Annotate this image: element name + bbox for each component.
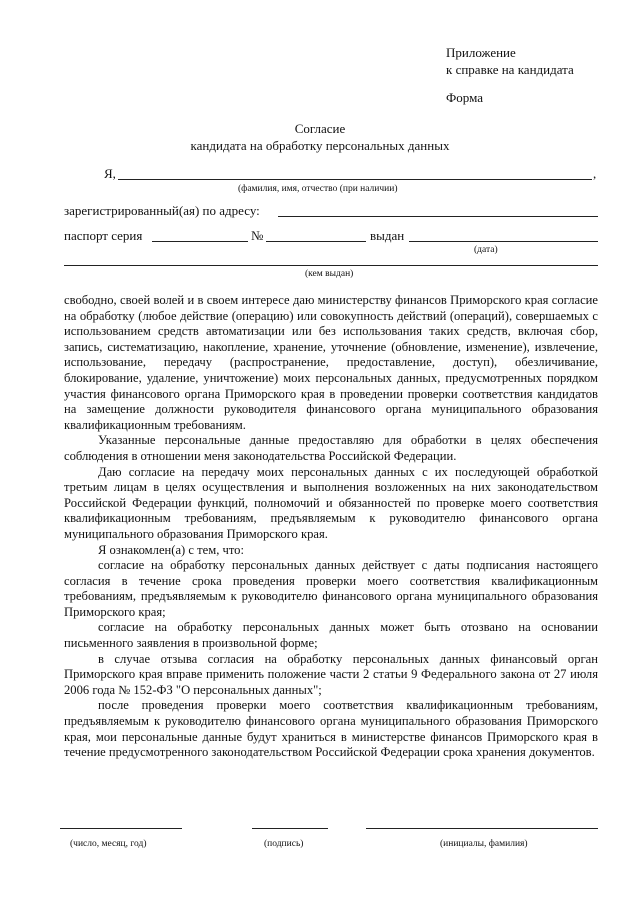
passport-number-field[interactable] bbox=[266, 241, 366, 242]
body-paragraph-2: Указанные персональные данные предоставляю для обработки в целях обеспечения соблюдения в отношении меня законодательства Российской Федерации. bbox=[64, 433, 598, 463]
body-paragraph-3: Даю согласие на передачу моих персональных данных с их последующей обработкой третьим лицам в целях осуществления и выполнения возложенных на них законодательством Российской Федерации функций, полномочий и обязанностей по проверке моего соответствия квалификационным требованиям, предъявляемым к руководителю финансового органа муниципального образования Приморского края. bbox=[64, 464, 598, 541]
i-prefix: Я, bbox=[104, 166, 116, 181]
body-paragraph-8: после проведения проверки моего соответствия квалификационным требованиям, предъявляемым к руководителю финансового органа муниципального образования Приморского края, мои персональные данные будут храниться в министерстве финансов Приморского края в течение предусмотренного законодательством Российской Федерации срока хранения документов. bbox=[64, 698, 598, 760]
issued-label: выдан bbox=[370, 228, 405, 243]
body-paragraph-6: согласие на обработку персональных данных может быть отозвано на основании письменного заявления в произвольной форме; bbox=[64, 620, 598, 651]
date-caption: (дата) bbox=[474, 245, 498, 255]
form-label: Форма bbox=[446, 90, 483, 105]
full-name-caption: (фамилия, имя, отчество (при наличии) bbox=[238, 184, 398, 194]
full-name-field[interactable] bbox=[118, 179, 592, 180]
body-paragraph-5: согласие на обработку персональных данных действует с даты подписания настоящего согласия в течение срока проведения проверки моего соответствия квалификационным требованиям, предъявляемым к руководителю финансового органа муниципального образования Приморского края; bbox=[64, 558, 598, 619]
passport-series-field[interactable] bbox=[152, 241, 248, 242]
signature-field[interactable] bbox=[252, 828, 328, 829]
signature-name-caption: (инициалы, фамилия) bbox=[440, 839, 528, 849]
passport-series-label: паспорт серия bbox=[64, 228, 143, 243]
document-title: Согласие bbox=[294, 121, 346, 136]
signature-name-field[interactable] bbox=[366, 828, 598, 829]
body-paragraph-7: в случае отзыва согласия на обработку персональных данных финансовый орган Приморского края вправе применить положение части 2 статьи 9 Федерального закона от 27 июля 2006 года № 152-ФЗ "О персональных данных"; bbox=[64, 651, 598, 697]
body-paragraph-1: свободно, своей волей и в своем интересе даю министерству финансов Приморского края согласие на обработку (любое действие (операцию) или совокупность действий (операций), совершаемых с использованием средств автоматизации или без использования таких средств, включая сбор, запись, систематизацию, накопление, хранение, уточнение (обновление, изменение), извлечение, использование, передачу (распространение, предоставление, доступ), обезличивание, блокирование, удаление, уничтожение) моих персональных данных, предусмотренных порядком участия финансового органа Приморского края в проведении проверки соответствия кандидатов на замещение должности руководителя финансового органа муниципального образования квалификационным требованиям. bbox=[64, 293, 598, 432]
signature-date-field[interactable] bbox=[60, 828, 182, 829]
signature-date-caption: (число, месяц, год) bbox=[70, 839, 147, 849]
document-subtitle: кандидата на обработку персональных данных bbox=[190, 138, 450, 153]
address-field[interactable] bbox=[278, 216, 598, 217]
issued-by-field[interactable] bbox=[64, 265, 598, 266]
signature-caption: (подпись) bbox=[264, 839, 304, 849]
issue-date-field[interactable] bbox=[409, 241, 598, 242]
appendix-note bbox=[446, 44, 574, 78]
address-label: зарегистрированный(ая) по адресу: bbox=[64, 203, 260, 218]
body-paragraph-4: Я ознакомлен(а) с тем, что: bbox=[98, 542, 244, 557]
appendix-line-2: к справке на кандидата bbox=[446, 62, 574, 77]
passport-number-label: № bbox=[251, 228, 264, 243]
appendix-line-1: Приложение bbox=[446, 45, 516, 60]
consent-body bbox=[64, 293, 598, 761]
i-suffix: , bbox=[593, 166, 597, 181]
issued-by-caption: (кем выдан) bbox=[305, 269, 354, 279]
